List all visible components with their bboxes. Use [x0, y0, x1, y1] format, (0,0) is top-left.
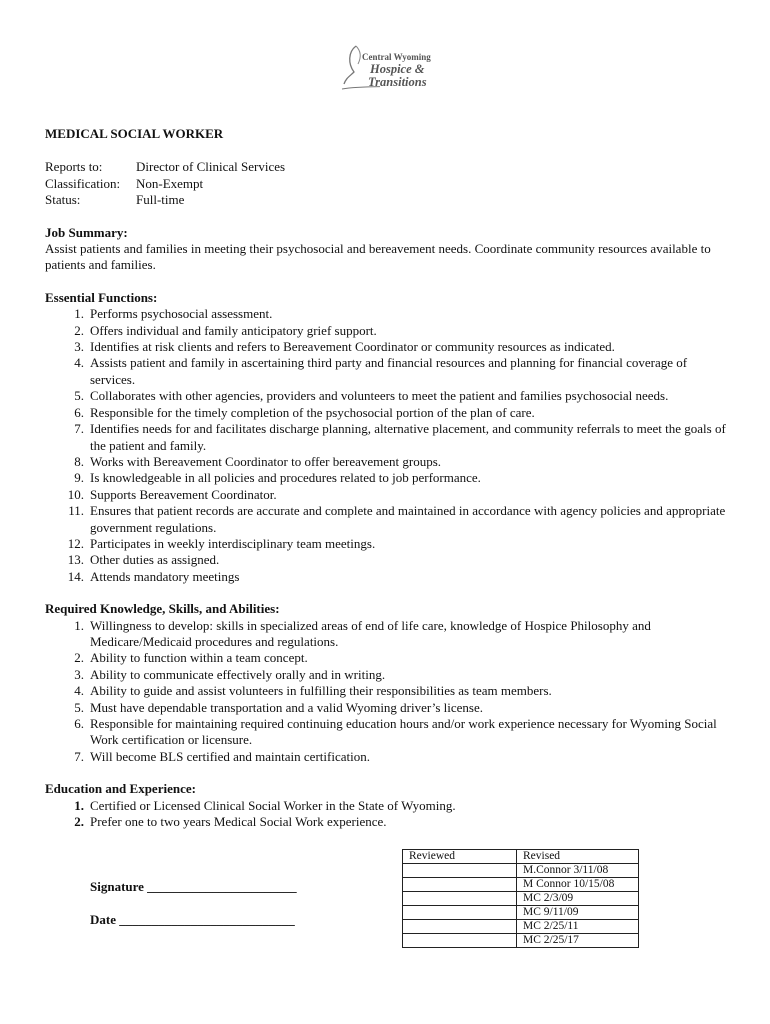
item-number: 2.: [74, 322, 84, 338]
reviewed-cell: [403, 934, 517, 948]
education-list: [45, 798, 735, 831]
revision-table: [402, 849, 639, 948]
reviewed-cell: [403, 892, 517, 906]
list-item: [45, 323, 735, 339]
list-item: [45, 421, 735, 454]
table-header-row: [403, 850, 639, 864]
section-heading: Essential Functions:: [45, 289, 158, 305]
item-text: Ability to function within a team concept.: [90, 650, 308, 666]
signature-line: Signature _______________________: [90, 879, 297, 894]
date-line: Date ___________________________: [90, 912, 295, 927]
item-text: Identifies at risk clients and refers to Bereavement Coordinator or community resources as indicated.: [90, 339, 615, 355]
list-item: [45, 683, 735, 699]
list-item: [45, 798, 735, 814]
meta-block: [45, 159, 735, 208]
item-text: Assists patient and family in ascertaining third party and financial resources and planning for financial coverage of services.: [90, 355, 688, 387]
job-summary-section: [45, 225, 735, 274]
item-number: 9.: [74, 470, 84, 486]
job-description: [45, 126, 735, 830]
list-item: [45, 454, 735, 470]
item-number: 13.: [67, 552, 84, 568]
section-heading: Required Knowledge, Skills, and Abilities:: [45, 601, 280, 617]
item-number: 4.: [74, 683, 84, 699]
item-number: 5.: [74, 699, 84, 715]
list-item: [45, 667, 735, 683]
essential-functions-list: [45, 306, 735, 585]
item-text: Other duties as assigned.: [90, 552, 220, 568]
item-text: Certified or Licensed Clinical Social Worker in the State of Wyoming.: [90, 797, 456, 813]
section-heading: Job Summary:: [45, 224, 128, 240]
list-item: [45, 470, 735, 486]
item-text: Ensures that patient records are accurate and complete and maintained in accordance with agency policies and appropriate government regulations.: [90, 503, 726, 535]
list-item: [45, 536, 735, 552]
item-text: Attends mandatory meetings: [90, 568, 240, 584]
revised-cell: MC 2/25/11: [517, 920, 639, 934]
reviewed-cell: [403, 864, 517, 878]
meta-label: Status:: [45, 192, 81, 208]
header-reviewed: Reviewed: [403, 850, 517, 864]
ksa-list: [45, 618, 735, 766]
item-text: Ability to communicate effectively orally and in writing.: [90, 666, 386, 682]
item-text: Must have dependable transportation and a valid Wyoming driver’s license.: [90, 699, 483, 715]
item-number: 6.: [74, 716, 84, 731]
list-item: [45, 487, 735, 503]
item-text: Participates in weekly interdisciplinary team meetings.: [90, 535, 376, 551]
item-number: 14.: [67, 568, 84, 584]
item-text: Identifies needs for and facilitates discharge planning, alternative placement, and community referrals to meet the goals of the patient and family.: [90, 421, 726, 453]
table-row: [403, 906, 639, 920]
meta-value: Non-Exempt: [136, 175, 204, 191]
table-row: [403, 878, 639, 892]
list-item: [45, 552, 735, 568]
item-text: Will become BLS certified and maintain certification.: [90, 748, 370, 764]
list-item: [45, 405, 735, 421]
table-row: [403, 934, 639, 948]
item-number: 2.: [74, 814, 84, 830]
section-heading: Education and Experience:: [45, 781, 196, 797]
item-text: Works with Bereavement Coordinator to offer bereavement groups.: [90, 453, 442, 469]
meta-row-reports-to: [45, 159, 735, 175]
list-item: [45, 618, 735, 651]
item-number: 1.: [74, 617, 84, 633]
revised-cell: M Connor 10/15/08: [517, 878, 639, 892]
reviewed-cell: [403, 920, 517, 934]
list-item: [45, 388, 735, 404]
item-text: Responsible for maintaining required continuing education hours and/or work experience necessary for Wyoming Social Work certification or licensure.: [90, 716, 717, 748]
item-number: 12.: [67, 535, 84, 551]
item-number: 10.: [67, 486, 84, 502]
logo-line-1: Central Wyoming: [362, 52, 431, 62]
meta-value: Full-time: [136, 192, 185, 208]
logo-line-2: Hospice &: [370, 62, 425, 76]
revised-cell: MC 2/3/09: [517, 892, 639, 906]
item-number: 7.: [74, 421, 84, 437]
meta-label: Reports to:: [45, 159, 103, 175]
meta-label: Classification:: [45, 175, 121, 191]
table-row: [403, 864, 639, 878]
revised-cell: MC 9/11/09: [517, 906, 639, 920]
table-row: [403, 892, 639, 906]
meta-row-status: [45, 192, 735, 208]
revised-cell: MC 2/25/17: [517, 934, 639, 948]
list-item: [45, 700, 735, 716]
item-text: Collaborates with other agencies, providers and volunteers to meet the patient and families psychosocial needs.: [90, 388, 669, 404]
reviewed-cell: [403, 878, 517, 892]
item-number: 6.: [74, 404, 84, 420]
table-row: [403, 920, 639, 934]
item-text: Prefer one to two years Medical Social Work experience.: [90, 814, 387, 830]
list-item: [45, 503, 735, 536]
item-number: 5.: [74, 388, 84, 404]
item-number: 4.: [74, 355, 84, 371]
item-text: Performs psychosocial assessment.: [90, 306, 273, 322]
logo-line-3: Transitions: [368, 75, 427, 89]
item-number: 3.: [74, 339, 84, 355]
ksa-section: [45, 601, 735, 765]
item-text: Willingness to develop: skills in specialized areas of end of life care, knowledge of Hospice Philosophy and Medicare/Medicaid procedures and regulations.: [90, 617, 651, 649]
job-summary-text: Assist patients and families in meeting their psychosocial and bereavement needs. Coordinate community resources available to patients and families.: [45, 241, 711, 273]
item-text: Supports Bereavement Coordinator.: [90, 486, 277, 502]
item-text: Responsible for the timely completion of the psychosocial portion of the plan of care.: [90, 404, 535, 420]
list-item: [45, 355, 735, 388]
list-item: [45, 306, 735, 322]
company-logo: [340, 42, 450, 94]
list-item: [45, 569, 735, 585]
list-item: [45, 814, 735, 830]
header-revised: Revised: [517, 850, 639, 864]
education-section: [45, 781, 735, 830]
item-number: 7.: [74, 748, 84, 764]
list-item: [45, 749, 735, 765]
revised-cell: M.Connor 3/11/08: [517, 864, 639, 878]
item-number: 1.: [74, 306, 84, 322]
item-text: Ability to guide and assist volunteers in fulfilling their responsibilities as team members.: [90, 683, 552, 699]
item-number: 2.: [74, 650, 84, 666]
list-item: [45, 339, 735, 355]
item-number: 1.: [74, 797, 84, 813]
essential-functions-section: [45, 290, 735, 585]
meta-row-classification: [45, 176, 735, 192]
item-number: 8.: [74, 453, 84, 469]
item-text: Offers individual and family anticipatory grief support.: [90, 322, 377, 338]
reviewed-cell: [403, 906, 517, 920]
item-number: 3.: [74, 666, 84, 682]
page-title: MEDICAL SOCIAL WORKER: [45, 126, 224, 141]
meta-value: Director of Clinical Services: [136, 159, 286, 175]
item-number: 11.: [68, 503, 84, 519]
list-item: [45, 716, 735, 749]
list-item: [45, 650, 735, 666]
item-text: Is knowledgeable in all policies and procedures related to job performance.: [90, 470, 481, 486]
